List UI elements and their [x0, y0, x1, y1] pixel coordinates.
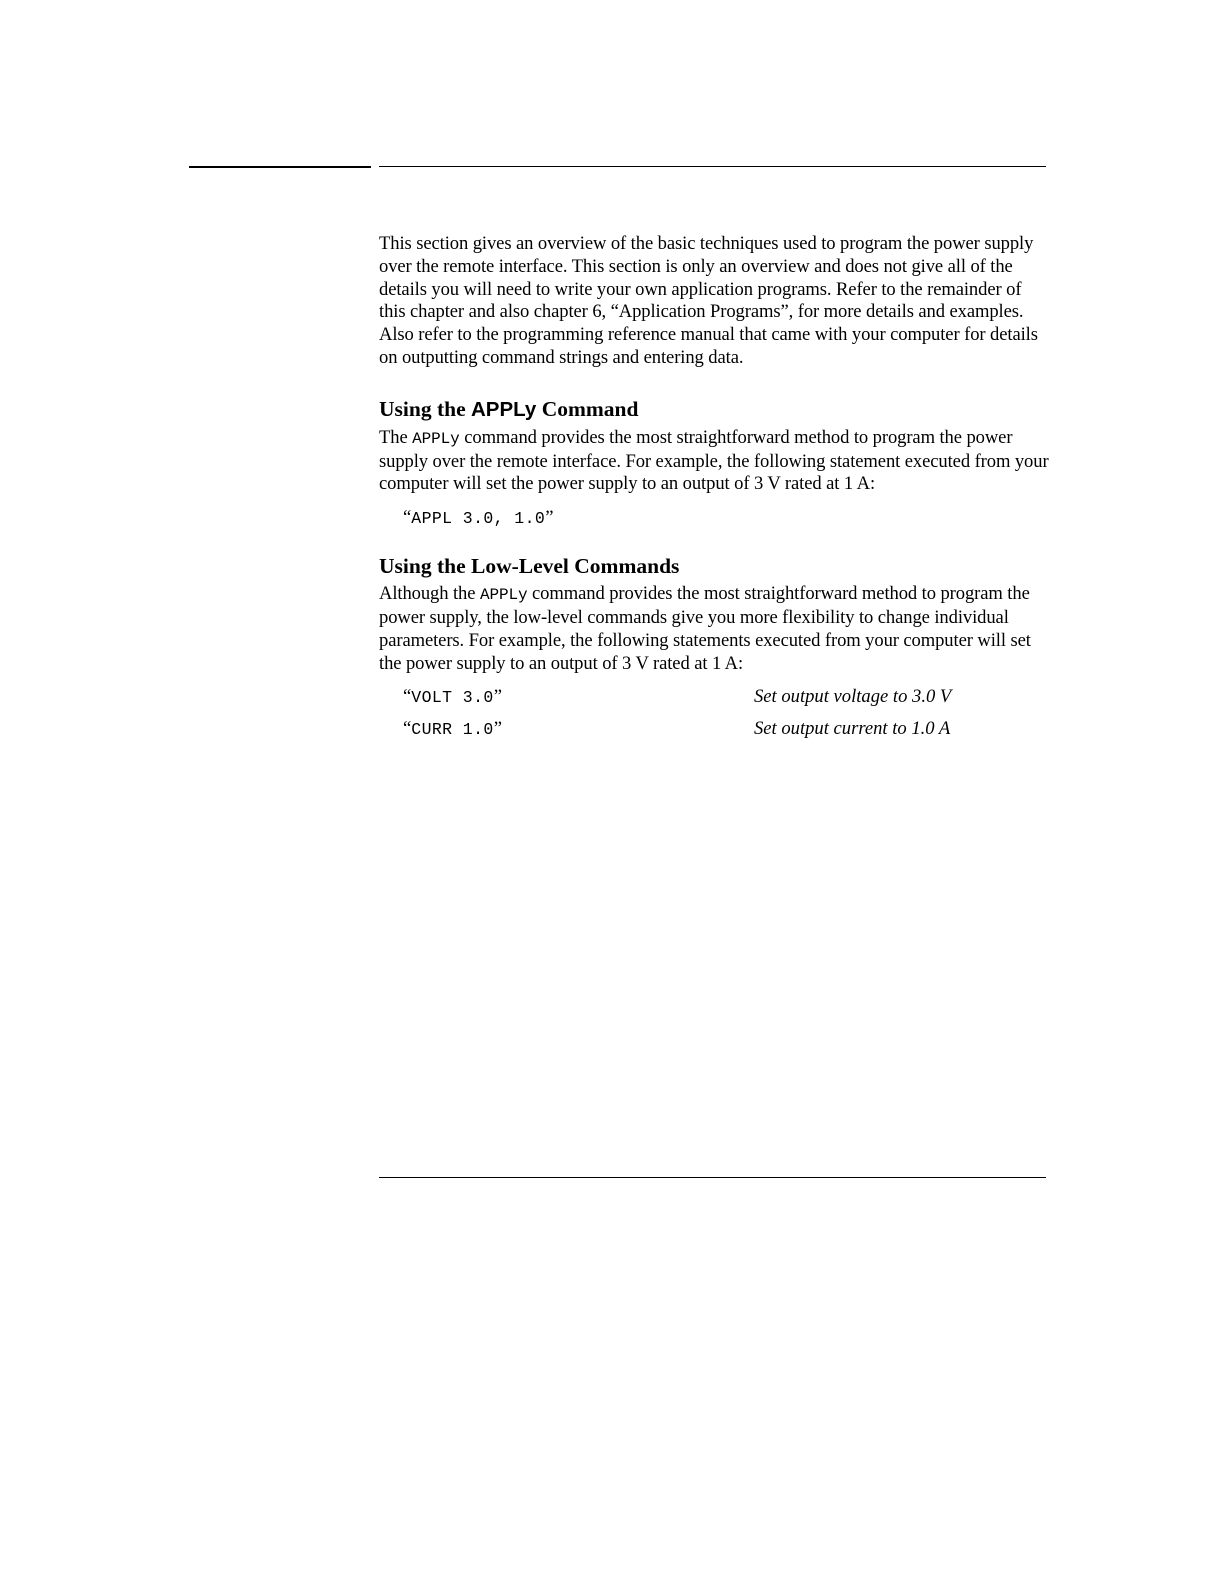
heading-suffix: Command	[536, 396, 639, 421]
para-start: Although the	[379, 583, 480, 605]
para-end: command provides the most straightforward method to program the power supply, the low-level commands give you more flexibility to change individual parameters. For example, the following statements executed from your computer will set the power supply to an output of 3 V rated at 1 A:	[379, 583, 1031, 674]
code-text: VOLT 3.0	[411, 688, 494, 708]
header-rule-left	[189, 166, 371, 168]
footer-rule	[379, 1177, 1046, 1178]
open-quote: “	[403, 507, 412, 529]
apply-code-example	[379, 507, 1049, 529]
command-row	[379, 686, 1049, 718]
command-table	[379, 686, 1049, 750]
page-content	[379, 233, 1049, 750]
code-text: CURR 1.0	[411, 720, 494, 740]
command-description: Set output voltage to 3.0 V	[754, 686, 952, 708]
command-description: Set output current to 1.0 A	[754, 718, 951, 740]
apply-command-heading	[379, 396, 1049, 423]
heading-keyword: APPLy	[470, 397, 537, 421]
intro-paragraph: This section gives an overview of the basic techniques used to program the power supply over the remote interface. This section is only an overview and does not give all of the details you will need to write your own application programs. Refer to the remainder of this chapter and also chapter 6, “Application Programs”, for more details and examples. Also refer to the programming reference manual that came with your computer for details on outputting command strings and entering data.	[379, 233, 1038, 368]
inline-code-keyword: APPLy	[412, 429, 460, 448]
close-quote: ”	[493, 686, 502, 708]
command-row	[379, 718, 1049, 750]
open-quote: “	[403, 686, 412, 708]
close-quote: ”	[545, 507, 554, 529]
apply-command-paragraph	[379, 427, 1049, 496]
code-text: APPL 3.0, 1.0	[411, 509, 546, 529]
command-code	[379, 718, 754, 740]
para-start: The	[379, 426, 413, 448]
open-quote: “	[403, 718, 412, 740]
low-level-commands-paragraph	[379, 583, 1049, 675]
para-end: command provides the most straightforward method to program the power supply over the remote interface. For example, the following statement executed from your computer will set the power supply to an output of 3 V rated at 1 A:	[379, 426, 1049, 495]
low-level-commands-heading: Using the Low-Level Commands	[379, 554, 680, 579]
close-quote: ”	[493, 718, 502, 740]
heading-prefix: Using the	[379, 396, 471, 421]
command-code	[379, 686, 754, 708]
header-rule	[379, 166, 1046, 167]
inline-code-keyword: APPLy	[479, 586, 528, 605]
